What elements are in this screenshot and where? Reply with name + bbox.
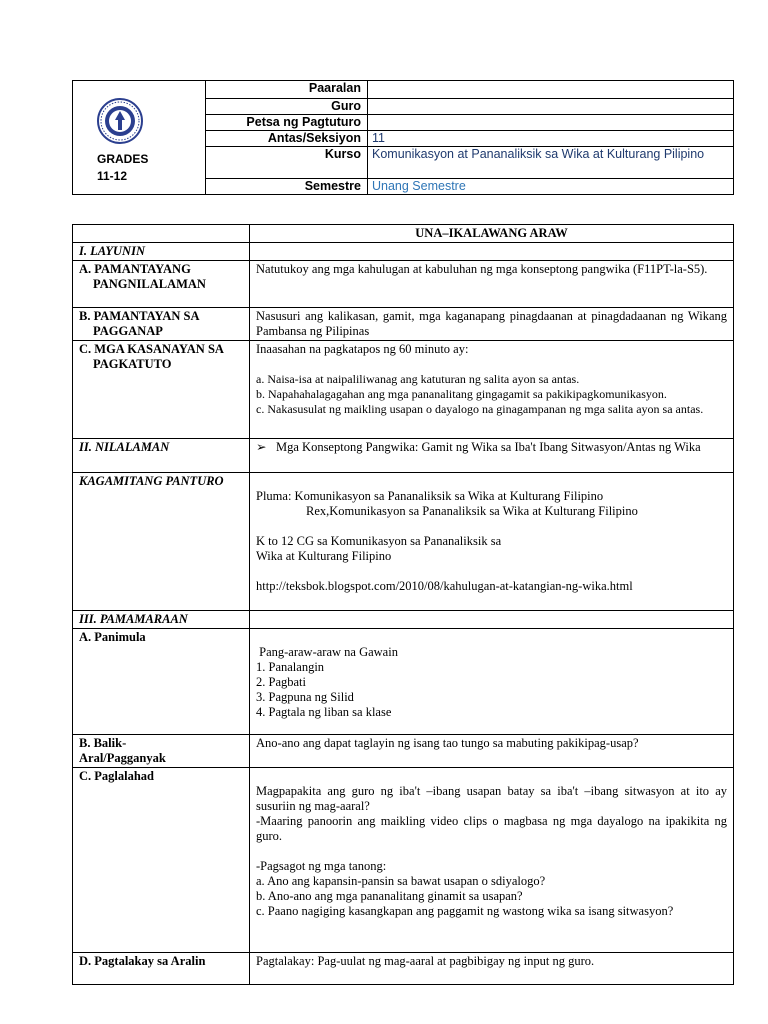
- paglalahad-question-b: b. Ano-ano ang mga pananalitang ginamit sa usapan?: [256, 889, 523, 903]
- section-pamamaraan: III. PAMAMARAAN: [73, 611, 250, 629]
- row-b-label: [73, 308, 250, 341]
- section-layunin: I. LAYUNIN: [73, 243, 250, 261]
- row-c-label-line1: C. MGA KASANAYAN SA: [79, 342, 224, 356]
- grades-line1: GRADES: [97, 152, 149, 166]
- lesson-table: [72, 224, 734, 985]
- arrow-bullet-icon: ➢: [256, 440, 267, 454]
- c-item-c: c. Nakasusulat ng maikling usapan o dayalogo na ginagampanan ng mga salita ayon sa antas.: [256, 402, 704, 416]
- nilalaman-text: Mga Konseptong Pangwika: Gamit ng Wika sa Iba't Ibang Sitwasyon/Antas ng Wika: [276, 440, 701, 454]
- value-petsa: [368, 115, 734, 131]
- nilalaman-text-cell: [250, 439, 734, 473]
- label-kurso: Kurso: [206, 147, 368, 179]
- row-b-label-line1: B. PAMANTAYAN SA: [79, 309, 200, 323]
- panimula-cell: [250, 629, 734, 735]
- layunin-empty-cell: [250, 243, 734, 261]
- label-antas: Antas/Seksiyon: [206, 131, 368, 147]
- label-guro: Guro: [206, 99, 368, 115]
- row-a-label-line1: A. PAMANTAYANG: [79, 262, 191, 276]
- kagamitan-line3: K to 12 CG sa Komunikasyon sa Pananaliksik sa: [256, 534, 502, 548]
- row-b-text: Nasusuri ang kalikasan, gamit, mga kaganapang pinagdaanan at pinagdadaanan ng Wikang Pambansa ng Pilipinas: [250, 308, 734, 341]
- balik-label: [73, 735, 250, 768]
- value-paaralan: [368, 81, 734, 99]
- balik-label-line2: Aral/Pagganyak: [79, 751, 166, 765]
- column-header: UNA–IKALAWANG ARAW: [250, 225, 734, 243]
- pamamaraan-empty-cell: [250, 611, 734, 629]
- paglalahad-question-c: c. Paano nagiging kasangkapan ang paggamit ng wastong wika sa isang sitwasyon?: [256, 904, 674, 918]
- row-c-text: [250, 341, 734, 439]
- label-petsa: Petsa ng Pagtuturo: [206, 115, 368, 131]
- paglalahad-question-a: a. Ano ang kapansin-pansin sa bawat usapan o sdiyalogo?: [256, 874, 546, 888]
- logo-cell: [73, 81, 206, 195]
- row-c-label: [73, 341, 250, 439]
- paglalahad-line1: Magpapakita ang guro ng iba't –ibang usapan batay sa iba't –ibang sitwasyon at ito ay susuriin ng mag-aaral?: [256, 784, 727, 813]
- paglalahad-cell: [250, 768, 734, 953]
- pagtalakay-label: D. Pagtalakay sa Aralin: [73, 953, 250, 985]
- panimula-item-1: 1. Panalangin: [256, 660, 325, 674]
- grades-line2: 11-12: [97, 169, 128, 183]
- paglalahad-line3: -Pagsagot ng mga tanong:: [256, 859, 387, 873]
- c-intro: Inaasahan na pagkatapos ng 60 minuto ay:: [256, 342, 469, 356]
- panimula-item-4: 4. Pagtala ng liban sa klase: [256, 705, 392, 719]
- kagamitan-cell: [250, 473, 734, 611]
- value-kurso: Komunikasyon at Pananaliksik sa Wika at Kulturang Pilipino: [368, 147, 734, 179]
- c-item-b: b. Napahahalagagahan ang mga pananalitang gingagamit sa pakikipagkomunikasyon.: [256, 387, 667, 401]
- kagamitan-link[interactable]: http://teksbok.blogspot.com/2010/08/kahulugan-at-katangian-ng-wika.html: [256, 579, 633, 593]
- balik-label-line1: B. Balik-: [79, 736, 127, 750]
- kagamitan-line4: Wika at Kulturang Filipino: [256, 549, 392, 563]
- section-kagamitan: KAGAMITANG PANTURO: [73, 473, 250, 611]
- c-item-a: a. Naisa-isa at naipaliliwanag ang katuturan ng salita ayon sa antas.: [256, 372, 580, 386]
- row-a-label-line2: PANGNILALAMAN: [93, 277, 206, 291]
- panimula-title: Pang-araw-araw na Gawain: [256, 645, 398, 659]
- deped-seal-icon: [97, 98, 143, 144]
- row-a-label: [73, 261, 250, 308]
- pagtalakay-text: Pagtalakay: Pag-uulat ng mag-aaral at pagbibigay ng input ng guro.: [250, 953, 734, 985]
- value-semestre: Unang Semestre: [368, 179, 734, 195]
- header-empty-cell: [73, 225, 250, 243]
- grades-label: [97, 151, 148, 185]
- paglalahad-label: C. Paglalahad: [73, 768, 250, 953]
- kagamitan-line2: Rex,Komunikasyon sa Pananaliksik sa Wika at Kulturang Filipino: [306, 504, 638, 518]
- row-b-label-line2: PAGGANAP: [93, 324, 163, 338]
- label-paaralan: Paaralan: [206, 81, 368, 99]
- balik-text: Ano-ano ang dapat taglayin ng isang tao tungo sa mabuting pakikipag-usap?: [250, 735, 734, 768]
- header-table: [72, 80, 734, 195]
- paglalahad-line2: -Maaring panoorin ang maikling video clips o magbasa ng mga dayalogo na ipakikita ng guro.: [256, 814, 727, 843]
- panimula-item-2: 2. Pagbati: [256, 675, 306, 689]
- value-antas: 11: [368, 131, 734, 147]
- value-guro: [368, 99, 734, 115]
- panimula-item-3: 3. Pagpuna ng Silid: [256, 690, 354, 704]
- section-nilalaman: II. NILALAMAN: [73, 439, 250, 473]
- label-semestre: Semestre: [206, 179, 368, 195]
- kagamitan-line1: Pluma: Komunikasyon sa Pananaliksik sa Wika at Kulturang Filipino: [256, 489, 604, 503]
- panimula-label: A. Panimula: [73, 629, 250, 735]
- row-c-label-line2: PAGKATUTO: [93, 357, 172, 371]
- row-a-text: Natutukoy ang mga kahulugan at kabuluhan ng mga konseptong pangwika (F11PT-la-S5).: [250, 261, 734, 308]
